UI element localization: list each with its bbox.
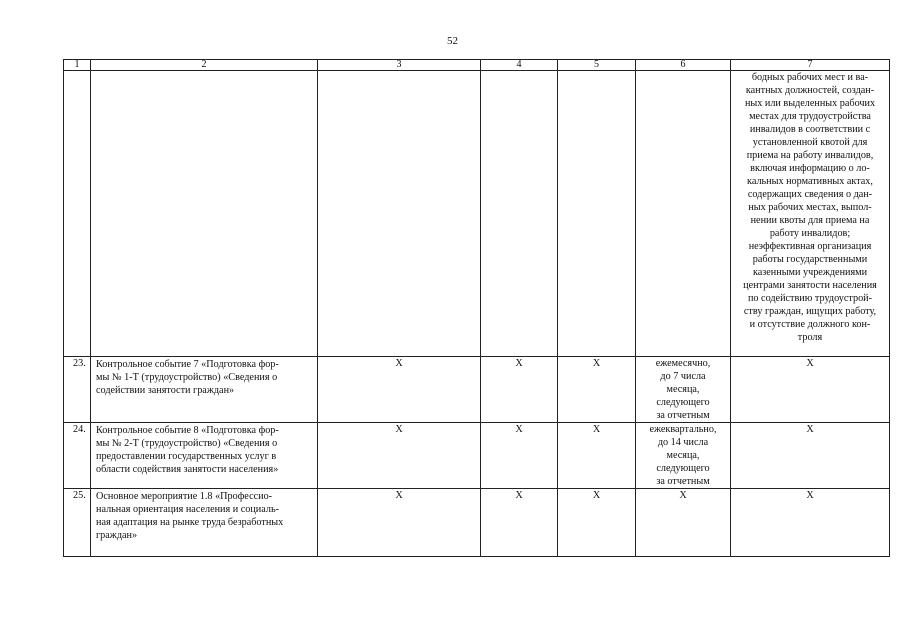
- row-name-line: области содействия занятости населения»: [96, 464, 279, 475]
- cell-col7: X: [731, 357, 890, 423]
- row-number: 24.: [64, 423, 91, 489]
- notes-line: кантных должностей, создан-: [745, 85, 875, 96]
- cell-col5: X: [558, 423, 636, 489]
- notes-line: центрами занятости населения: [743, 280, 877, 291]
- deadline-line: месяца,: [666, 450, 700, 461]
- deadline-line: следующего: [656, 397, 710, 408]
- row-name-line: Контрольное событие 8 «Подготовка фор-: [96, 425, 279, 436]
- notes-line: ству граждан, ищущих работу,: [743, 306, 877, 317]
- notes-line: нении квоты для приема на: [750, 215, 870, 226]
- deadline-line: до 7 числа: [660, 371, 706, 382]
- row-name-line: предоставлении государственных услуг в: [96, 451, 277, 462]
- row-name-line: мы № 2-Т (трудоустройство) «Сведения о: [96, 438, 278, 449]
- cell-empty: [91, 71, 318, 357]
- notes-line: включая информацию о ло-: [750, 163, 870, 174]
- row-name-line: Контрольное событие 7 «Подготовка фор-: [96, 359, 279, 370]
- row-name-line: содействии занятости граждан»: [96, 385, 235, 396]
- notes-line: местах для трудоустройства: [749, 111, 871, 122]
- column-number: 6: [636, 60, 731, 71]
- row-name: [91, 423, 318, 489]
- notes-line: бодных рабочих мест и ва-: [751, 72, 869, 83]
- continued-notes: [731, 71, 890, 357]
- column-number: 1: [64, 60, 91, 71]
- measures-table: [63, 59, 890, 557]
- deadline-line: за отчетным: [656, 410, 710, 421]
- cell-col3: X: [318, 357, 481, 423]
- notes-line: по содействию трудоустрой-: [747, 293, 873, 304]
- row-name-line: мы № 1-Т (трудоустройство) «Сведения о: [96, 372, 278, 383]
- notes-line: содержащих сведения о дан-: [747, 189, 873, 200]
- table-row: [64, 423, 890, 489]
- deadline-line: до 14 числа: [657, 437, 709, 448]
- row-name-line: нальная ориентация населения и социаль-: [96, 504, 279, 515]
- deadline-line: за отчетным: [656, 476, 710, 487]
- notes-line: работы государственными: [752, 254, 868, 265]
- notes-line: казенными учреждениями: [752, 267, 868, 278]
- page-number: 52: [447, 35, 458, 47]
- cell-deadline: [636, 357, 731, 423]
- notes-line: работу инвалидов;: [769, 228, 851, 239]
- deadline-line: ежемесячно,: [655, 358, 711, 369]
- deadline-line: ежеквартально,: [649, 424, 717, 435]
- cell-col3: X: [318, 489, 481, 557]
- cell-empty: [558, 71, 636, 357]
- row-name: [91, 489, 318, 557]
- notes-line: троля: [797, 332, 823, 343]
- deadline-line: следующего: [656, 463, 710, 474]
- cell-col4: X: [481, 423, 558, 489]
- deadline-line: X: [679, 490, 687, 501]
- notes-line: неэффективная организация: [748, 241, 872, 252]
- cell-col4: X: [481, 357, 558, 423]
- cell-col7: X: [731, 423, 890, 489]
- cell-empty: [636, 71, 731, 357]
- row-name-line: ная адаптация на рынке труда безработных: [96, 517, 284, 528]
- cell-col7: X: [731, 489, 890, 557]
- notes-line: и отсутствие должного кон-: [749, 319, 871, 330]
- column-number: 5: [558, 60, 636, 71]
- row-name: [91, 357, 318, 423]
- cell-deadline: [636, 423, 731, 489]
- column-number-row: [64, 60, 890, 71]
- notes-line: приема на работу инвалидов,: [746, 150, 874, 161]
- deadline-line: месяца,: [666, 384, 700, 395]
- column-number: 3: [318, 60, 481, 71]
- table-row: [64, 357, 890, 423]
- cell-col3: X: [318, 423, 481, 489]
- notes-line: инвалидов в соответствии с: [749, 124, 871, 135]
- column-number: 7: [731, 60, 890, 71]
- cell-empty: [64, 71, 91, 357]
- row-name-line: Основное мероприятие 1.8 «Профессио-: [96, 491, 273, 502]
- table-row: [64, 489, 890, 557]
- cell-empty: [318, 71, 481, 357]
- cell-deadline: [636, 489, 731, 557]
- row-number: 25.: [64, 489, 91, 557]
- column-number: 2: [91, 60, 318, 71]
- notes-line: установленной квотой для: [752, 137, 868, 148]
- cell-empty: [481, 71, 558, 357]
- row-name-line: граждан»: [96, 530, 138, 541]
- notes-line: кальных нормативных актах,: [747, 176, 873, 187]
- cell-col4: X: [481, 489, 558, 557]
- column-number: 4: [481, 60, 558, 71]
- cell-col5: X: [558, 357, 636, 423]
- row-number: 23.: [64, 357, 91, 423]
- notes-line: ных рабочих местах, выпол-: [748, 202, 872, 213]
- notes-line: ных или выделенных рабочих: [744, 98, 876, 109]
- continued-row: [64, 71, 890, 357]
- cell-col5: X: [558, 489, 636, 557]
